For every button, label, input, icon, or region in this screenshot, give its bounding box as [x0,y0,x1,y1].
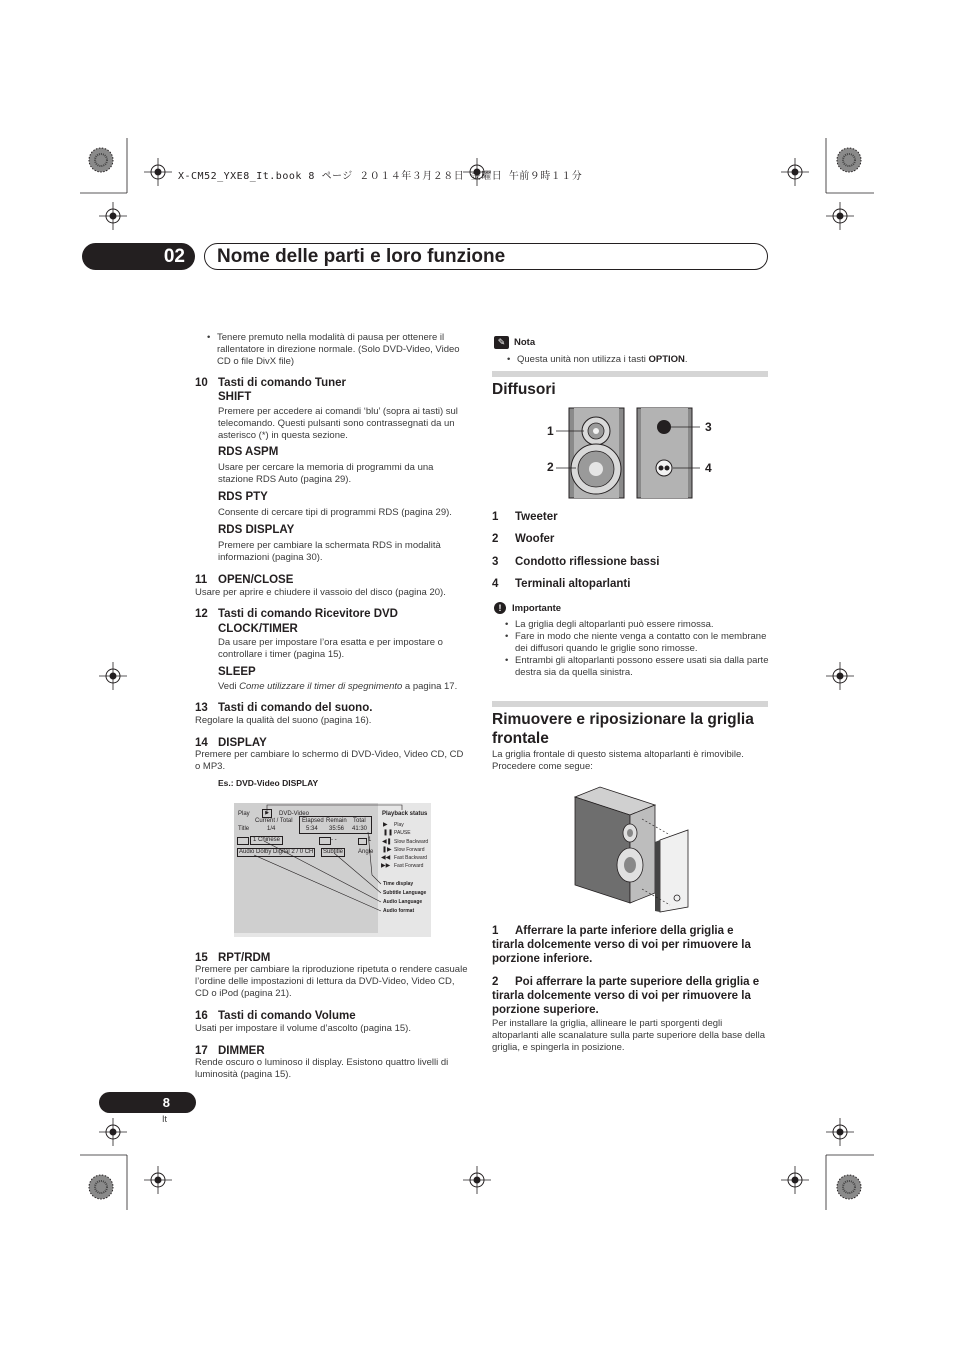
step-1-text: Afferrare la parte inferiore della griglia e tirarla dolcemente verso di voi per rimuovere la porzione inferiore. [492,925,751,965]
sleep-heading: SLEEP [218,666,256,678]
callout-audio-language: Audio Language [383,899,423,905]
part-4 [492,577,630,591]
status-play: Play [394,822,404,828]
callout-2: 2 [547,460,554,474]
play-status-icon: ▶ [383,822,388,828]
osd-diagram [234,803,431,937]
osd-title-value: 1/4 [267,826,276,832]
note-item [505,354,767,366]
part-2 [492,532,554,546]
grille-title: Rimuovere e riposizionare la griglia frontale [492,711,754,747]
item17-number: 17 [195,1045,208,1057]
part-2-label: Woofer [515,533,555,545]
grille-removal-illustration [570,785,700,915]
print-header: X-CM52_YXE8_It.book 8 ページ ２０１４年３月２８日 金曜日 午前９時１１分 [178,171,583,182]
intro-bullet: • Tenere premuto nella modalità di pausa per ottenere il rallentatore in direzione normale. (Solo DVD-Video, Video CD o file DivX file) [205,332,467,368]
item12-number: 12 [195,608,208,620]
note-label: Nota [514,337,536,348]
importante-list [503,619,769,679]
callout-4: 4 [705,461,712,475]
osd-subtitle: Subtitle [323,849,344,855]
callout-subtitle-language: Subtitle Language [383,890,427,896]
chapter-title: Nome delle parti e loro funzione [204,243,768,270]
part-1 [492,510,558,524]
page-number: 8 [99,1092,196,1113]
pause-icon: ❚❚ [383,830,394,836]
callout-audio-format: Audio format [383,908,415,914]
osd-angle: Angle [358,849,374,855]
rds-display-text: Premere per cambiare la schermata RDS in modalità informazioni (pagina 30). [218,540,441,563]
part-3-label: Condotto riflessione bassi [515,556,660,568]
osd-audio-format: Audio Dolby Digital 2 / 0 CH [239,849,314,855]
item13-number: 13 [195,702,208,714]
section-rule [492,371,768,377]
item11-text: Usare per aprire e chiudere il vassoio del disco (pagina 20). [195,587,446,598]
osd-play: Play [238,811,250,817]
osd-current-total: Current / Total [255,818,293,824]
intro-bullets [205,332,467,368]
item16-title: Tasti di comando Volume [218,1010,356,1022]
note-text-post: . [684,354,688,365]
item16-text: Usati per impostare il volume d’ascolto (pagina 15). [195,1023,411,1034]
step-2 [492,975,768,1017]
section-rule [492,701,768,707]
osd-remain-val: 35:56 [329,826,345,832]
item11-number: 11 [195,574,208,586]
item14-title: DISPLAY [218,737,267,749]
slow-backward-icon: ◀❚ [382,839,392,845]
sleep-text-link: Come utilizzare il timer di spegnimento [239,681,403,692]
step-2-note: Per installare la griglia, allineare le parti sporgenti degli altoparlanti alle scanalature sulla parte superiore della base della griglia, e spingerla in posizione. [492,1018,766,1053]
step-1-number: 1 [492,925,499,937]
note-icon: ✎ [494,336,509,349]
item17-heading [195,1044,265,1058]
osd-elapsed: Elapsed [302,818,324,824]
item15-heading [195,951,270,965]
osd-dvd-video: DVD-Video [279,811,309,817]
importante-item: • Entrambi gli altoparlanti possono essere usati sia dalla parte destra sia da quella sinistra. [503,655,769,679]
osd-leader-lines [234,803,431,937]
fast-forward-icon: ▶▶ [381,863,391,869]
callout-3: 3 [705,420,712,434]
rds-aspm-text: Usare per cercare la memoria di programmi da una stazione RDS Auto (pagina 29). [218,462,434,485]
speaker-illustration [540,405,720,500]
item15-text: Premere per cambiare la riproduzione ripetuta o rendere casuale l’ordine delle impostazioni di lettura da DVD-Video, Video CD, CD o iPod (pagina 21). [195,964,468,999]
diffusori-title: Diffusori [492,381,556,398]
status-pause: PAUSE [394,830,411,836]
sleep-text-post: a pagina 17. [402,681,458,692]
osd-elapsed-val: 5:34 [306,826,318,832]
step-2-number: 2 [492,976,499,988]
importante-item: • Fare in modo che niente venga a contatto con le membrane dei diffusori quando le griglie sono rimosse. [503,631,769,655]
callout-1: 1 [547,424,554,438]
importante-label: Importante [512,603,562,614]
rds-aspm-heading: RDS ASPM [218,446,279,458]
osd-angle-value: 1 [368,837,372,843]
note-text-option: OPTION [648,354,685,365]
osd-total-val: 41:30 [352,826,368,832]
item11-title: OPEN/CLOSE [218,574,294,586]
osd-remain: Remain [326,818,347,824]
status-fast-forward: Fast Forward [394,863,424,869]
shift-text: Premere per accedere ai comandi ‘blu’ (sopra ai tasti) sul telecomando. Questi pulsanti sono contrassegnati da un asterisco (*) in questa sezione. [218,406,458,441]
rds-pty-heading: RDS PTY [218,491,268,503]
part-4-number: 4 [492,578,499,590]
osd-subtitle-dash: - - [331,837,337,843]
item10-number: 10 [195,377,208,389]
step-1 [492,924,768,966]
importante-item: • La griglia degli altoparlanti può essere rimossa. [503,619,769,631]
item17-title: DIMMER [218,1045,265,1057]
item15-number: 15 [195,952,208,964]
item11-heading [195,573,293,587]
rds-display-heading: RDS DISPLAY [218,524,295,536]
chapter-number: 02 [82,243,195,270]
part-1-label: Tweeter [515,511,558,523]
note-text-pre: Questa unità non utilizza i tasti [517,354,649,365]
item15-title: RPT/RDM [218,952,271,964]
part-2-number: 2 [492,533,499,545]
part-1-number: 1 [492,511,499,523]
item17-text: Rende oscuro o luminoso il display. Esistono quattro livelli di luminosità (pagina 15). [195,1057,449,1080]
item13-text: Regolare la qualità del suono (pagina 16). [195,715,372,726]
item10-title: Tasti di comando Tuner [218,377,346,389]
sleep-text [218,681,476,693]
item14-text: Premere per cambiare lo schermo di DVD-Video, Video CD, CD o MP3. [195,749,464,772]
status-slow-forward: Slow Forward [394,847,425,853]
language-code: It [162,1114,168,1124]
item13-title: Tasti di comando del suono. [218,702,373,714]
note-list [505,354,767,366]
item14-heading [195,736,267,750]
part-3 [492,555,659,569]
item16-number: 16 [195,1010,208,1022]
osd-title-label: Title [238,826,250,832]
status-fast-backward: Fast Backward [394,855,428,861]
play-icon: ▶ [262,809,272,818]
item10-heading [195,376,346,390]
osd-playback-status: Playback status [382,811,428,817]
item12-title: Tasti di comando Ricevitore DVD [218,608,398,620]
item13-heading [195,701,372,715]
item14-number: 14 [195,737,208,749]
grille-intro: La griglia frontale di questo sistema altoparlanti è rimovibile. Procedere come segue: [492,749,744,772]
status-slow-backward: Slow Backward [394,839,429,845]
osd-total: Total [353,818,366,824]
item14-example: Es.: DVD-Video DISPLAY [218,778,319,788]
callout-time-display: Time display [383,881,414,887]
osd-language: 1 Chinese [250,836,283,845]
step-2-text: Poi afferrare la parte superiore della griglia e tirarla dolcemente verso di voi per rimuovere la porzione superiore. [492,976,760,1016]
item16-heading [195,1009,356,1023]
fast-backward-icon: ◀◀ [381,855,391,861]
important-icon: ! [494,602,506,614]
rds-pty-text: Consente di cercare tipi di programmi RDS (pagina 29). [218,507,452,518]
clock-timer-heading: CLOCK/TIMER [218,623,298,635]
slow-forward-icon: ❚▶ [382,847,392,853]
part-4-label: Terminali altoparlanti [515,578,631,590]
sleep-text-pre: Vedi [218,681,240,692]
clock-timer-text: Da usare per impostare l’ora esatta e per impostare o controllare i timer (pagina 15). [218,637,443,660]
shift-heading: SHIFT [218,391,252,403]
part-3-number: 3 [492,556,499,568]
item12-heading [195,607,398,621]
